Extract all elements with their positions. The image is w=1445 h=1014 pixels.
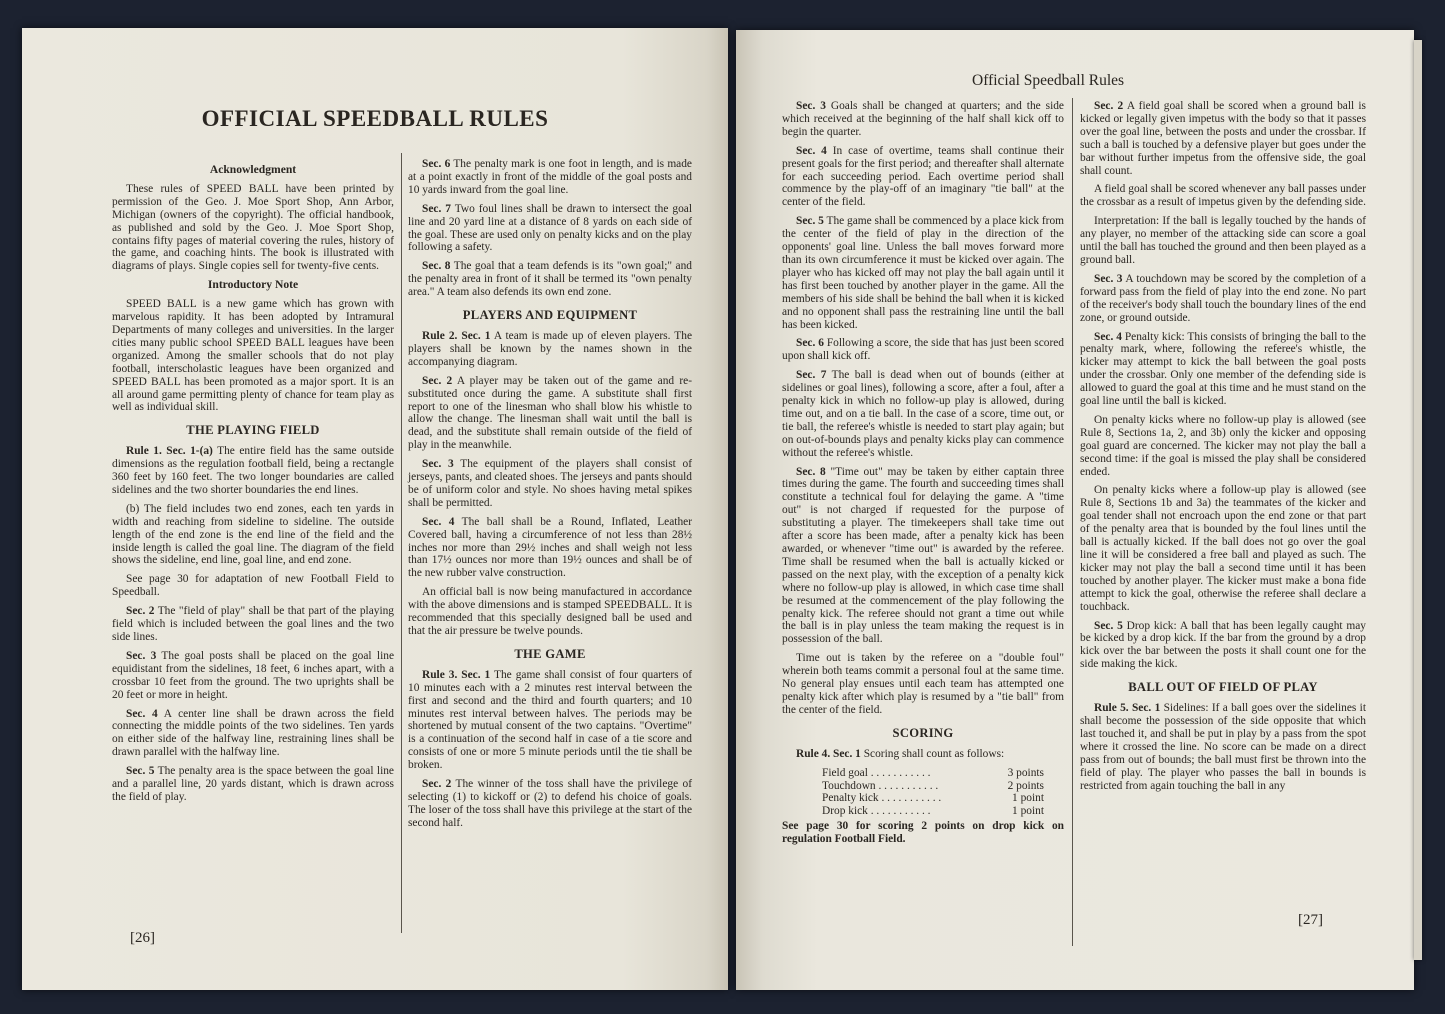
paragraph: Rule 4. Sec. 1 Scoring shall count as follows: xyxy=(796,747,1005,760)
scoring-row xyxy=(782,805,1064,818)
section-label: Sec. 4 xyxy=(1094,330,1122,343)
section-label: Sec. 8 xyxy=(796,465,826,478)
paragraph: Sec. 2 The winner of the toss shall have the privilege of selecting (1) to kickoff or (2) to defend his choice of goals. The loser of the toss shall have this privilege at the start of the second half. xyxy=(408,778,692,829)
section-label: Sec. 4 xyxy=(422,515,455,528)
paragraph: Sec. 4 Penalty kick: This consists of bringing the ball to the penalty mark, where, following the referee's whistle, the kicker may attempt to kick the ball between the goal posts under the crossbar. Only one member of the defending side is allowed to guard the goal at this time and he must stand on the goal line until the ball is kicked. xyxy=(1080,330,1366,408)
section-label: Sec. 7 xyxy=(796,369,827,382)
section-label: Rule 5. Sec. 1 xyxy=(1094,702,1161,715)
scoring-points: 1 point xyxy=(1012,805,1044,818)
section-heading: Acknowledgment xyxy=(209,163,297,176)
paragraph: Sec. 8 The goal that a team defends is its "own goal;" and the penalty area in front of it shall be termed its "own penalty area." A team also defends its own end zone. xyxy=(408,260,692,299)
section-heading: THE PLAYING FIELD xyxy=(186,423,320,438)
paragraph: SPEED BALL is a new game which has grown with marvelous rapidity. It has been adopted by Intramural Departments of many colleges and universities. In the larger cities many public school SPEED BALL leagues have been organized. Among the smaller schools that do not play football, interscholastic leagues have been organized and SPEED BALL has been promoted as a major sport. It is an all around game permitting plenty of chance for team play as well as individual skill. xyxy=(112,298,394,414)
paragraph: Sec. 6 The penalty mark is one foot in length, and is made at a point exactly in front of the middle of the goal posts and 10 yards inward from the goal line. xyxy=(408,158,692,196)
section-label: Sec. 2 xyxy=(422,778,452,791)
running-head: Official Speedball Rules xyxy=(972,72,1125,89)
right-column-2 xyxy=(1080,100,1366,798)
paragraph: See page 30 for adaptation of new Football Field to Speedball. xyxy=(112,573,394,599)
scoring-note: See page 30 for scoring 2 points on drop kick on regulation Football Field. xyxy=(782,820,1064,846)
page-edge xyxy=(1414,40,1422,960)
section-label: Rule 2. Sec. 1 xyxy=(422,329,491,342)
column-divider xyxy=(401,153,402,933)
section-label: Sec. 6 xyxy=(422,158,451,170)
scoring-item: Penalty kick . . . . . . . . . . . xyxy=(822,792,942,805)
section-label: Sec. 2 xyxy=(422,374,453,387)
paragraph: Sec. 3 Goals shall be changed at quarters; and the side which received at the beginning of the half shall kick off to begin the quarter. xyxy=(782,100,1064,138)
section-heading: SCORING xyxy=(892,725,954,740)
paragraph: Sec. 3 The goal posts shall be placed on the goal line equidistant from the sidelines, 18 feet, 6 inches apart, with a crossbar 10 feet from the ground. The two uprights shall be 20 feet or more in height. xyxy=(112,649,394,701)
section-heading: THE GAME xyxy=(514,646,586,661)
paragraph: Sec. 4 A center line shall be drawn across the field connecting the middle points of the two sidelines. Ten yards on either side of the halfway line, restraining lines shall be drawn parallel with the halfway line. xyxy=(112,707,395,759)
section-label: Sec. 5 xyxy=(1094,619,1123,632)
paragraph: An official ball is now being manufactured in accordance with the above dimensions and is stamped SPEEDBALL. It is recommended that this specially designed ball be used and that the air pressure be twelve pounds. xyxy=(408,586,692,637)
paragraph: Rule 1. Sec. 1-(a) The entire field has the same outside dimensions as the regulation football field, being a rectangle 360 feet by 160 feet. The two longer boundaries are called sidelines and the two shorter boundaries the end lines. xyxy=(112,445,394,496)
section-label: Sec. 3 xyxy=(422,458,454,471)
paragraph: Time out is taken by the referee on a "double foul" wherein both teams commit a personal foul at the same time. No general play ensues until each team has attempted one penalty kick after which play is resumed by a "tie ball" from the center of the field. xyxy=(782,652,1064,716)
paragraph: On penalty kicks where a follow-up play is allowed (see Rule 8, Sections 1b and 3a) the teammates of the kicker and goal tender shall not encroach upon the end zone or that part of the penalty area that is bounded by the foul lines until the ball is actually kicked. If the ball does not go over the goal line it will be considered a free ball and played as such. The kicker may not play the ball a second time until it has been touched by another player. The kicker must make a bona fide attempt to kick the goal, otherwise the referee shall declare a touchback. xyxy=(1080,484,1366,613)
paragraph: Sec. 8 "Time out" may be taken by either captain three times during the game. The fourth and succeeding times shall constitute a technical foul for delaying the game. A "time out" is not charged if requested for the purpose of substituting a player. The timekeepers shall take time out after a score has been made, after a penalty kick has been awarded, or whenever "time out" is awarded by the referee. Time shall be resumed when the ball is actually kicked or passed on the next play, with the exception of a penalty kick where no follow-up play is allowed, in which case time shall be resumed at the commencement of the play following the penalty kick. The referee should not grant a time out while the ball is in play unless the team making the request is in possession of the ball. xyxy=(782,465,1064,646)
scoring-item: Touchdown . . . . . . . . . . . xyxy=(822,779,939,792)
right-page xyxy=(736,30,1414,990)
section-label: Rule 1. Sec. 1-(a) xyxy=(126,445,213,458)
left-column-2 xyxy=(408,158,692,836)
scoring-row xyxy=(782,767,1064,780)
scoring-row xyxy=(782,780,1064,793)
paragraph: Sec. 7 The ball is dead when out of bounds (either at sidelines or goal lines), following a score, after a foul, after a penalty kick in which no follow-up play is allowed, during time out, and on a tie ball. In the case of a score, time out, or tie ball, the referee's whistle is needed to start play again; but on out-of-bounds plays and penalty kicks play can commence without the referee's whistle. xyxy=(782,369,1064,459)
paragraph: These rules of SPEED BALL have been printed by permission of the Geo. J. Moe Sport Shop, Ann Arbor, Michigan (owners of the copyright). The official handbook, as published and sold by the Geo. J. Moe Sport Shop, contains fifty pages of material covering the rules, history of the game, and coaching hints. The book is illustrated with diagrams of plays. Single copies sell for twenty-five cents. xyxy=(112,182,394,273)
section-heading: PLAYERS AND EQUIPMENT xyxy=(462,308,638,323)
scoring-row xyxy=(782,792,1064,805)
scoring-points: 3 points xyxy=(1007,766,1044,779)
paragraph: Sec. 5 The game shall be commenced by a place kick from the center of the field of play in the direction of the opponents' goal line. Unless the ball moves forward more than its own circumference it must be kicked over again. The player who has kicked off may not play the ball again until it has first been touched by another player in the game. All the members of his side shall be behind the ball when it is kicked and no opponent shall pass the restraining line until the ball has been kicked. xyxy=(782,215,1065,331)
paragraph: Sec. 3 A touchdown may be scored by the completion of a forward pass from the field of play into the end zone. No part of the receiver's body shall touch the boundary lines of the end zone, or ground outside. xyxy=(1080,272,1366,324)
section-label: Sec. 6 xyxy=(796,337,824,350)
paragraph: Sec. 5 The penalty area is the space between the goal line and a parallel line, 20 yards distant, which is drawn across the field of play. xyxy=(112,765,394,803)
section-label: Sec. 8 xyxy=(422,260,451,273)
section-label: Rule 4. Sec. 1 xyxy=(796,747,861,760)
paragraph: Sec. 7 Two foul lines shall be drawn to intersect the goal line and 20 yard line at a distance of 8 yards on each side of the goal. These are used only on penalty kicks and on the play following a safety. xyxy=(408,202,692,254)
page-number-left: [26] xyxy=(130,930,155,946)
paragraph: Sec. 4 In case of overtime, teams shall continue their present goals for the first period; and thereafter shall alternate for each succeeding period. Each overtime period shall commence by the play-off of an imaginary "tie ball" at the center of the field. xyxy=(782,144,1064,209)
right-column-1 xyxy=(782,100,1064,852)
left-page xyxy=(22,28,728,990)
paragraph: Sec. 6 Following a score, the side that has just been scored upon shall kick off. xyxy=(782,337,1064,363)
paragraph: Sec. 2 A field goal shall be scored when a ground ball is kicked or legally given impetus with the body so that it passes over the goal line, between the posts and under the crossbar. If such a ball is touched by a defensive player but goes under the bar without further impetus from the offensive side, the goal shall count. xyxy=(1080,100,1366,177)
left-column-1 xyxy=(112,158,394,810)
paragraph: On penalty kicks where no follow-up play is allowed (see Rule 8, Sections 1a, 2, and 3b) only the kicker and opposing goal guard are concerned. The kicker may not play the ball a second time: if the goal is missed the play shall be considered ended. xyxy=(1080,413,1366,478)
paragraph: Interpretation: If the ball is legally touched by the hands of any player, no member of the attacking side can score a goal until the ball has touched the ground and then been played as a ground ball. xyxy=(1080,215,1366,266)
page-number-right: [27] xyxy=(1298,912,1323,928)
column-divider xyxy=(1072,98,1073,946)
section-label: Sec. 3 xyxy=(126,649,157,662)
scoring-item: Field goal . . . . . . . . . . . xyxy=(822,766,931,779)
paragraph: Sec. 5 Drop kick: A ball that has been legally caught may be kicked by a drop kick. If the bar from the ground by a drop kick over the bar between the posts it shall count one for the side making the kick. xyxy=(1080,619,1366,671)
paragraph: Rule 3. Sec. 1 The game shall consist of four quarters of 10 minutes each with a 2 minutes rest interval between the first and second and the third and fourth quarters; and 10 minutes rest interval between halves. The periods may be shortened by mutual consent of the two captains. "Overtime" is a continuation of the second half in case of a tie score and consists of one or more 5 minute periods until the tie shall be broken. xyxy=(408,668,693,772)
section-label: Sec. 2 xyxy=(126,605,155,618)
section-label: Sec. 4 xyxy=(796,144,827,157)
scoring-item: Drop kick . . . . . . . . . . . xyxy=(822,805,931,818)
paragraph: Sec. 4 The ball shall be a Round, Inflated, Leather Covered ball, having a circumference of not less than 28½ inches nor more than 29½ inches and shall weigh not less than 17½ ounces nor more than 19½ ounces and shall be of the new rubber valve construction. xyxy=(408,515,692,580)
section-label: Sec. 5 xyxy=(796,215,824,228)
section-heading: Introductory Note xyxy=(207,278,299,292)
paragraph: Sec. 2 A player may be taken out of the game and re-substituted once during the game. A substitute shall first report to one of the linesman who shall blow his whistle to allow the change. The linesman shall wait until the ball is dead, and the substitute shall remain outside of the field of play in the meanwhile. xyxy=(408,374,692,452)
section-label: Sec. 4 xyxy=(126,707,158,720)
scoring-points: 1 point xyxy=(1012,792,1044,805)
section-label: Sec. 3 xyxy=(796,100,826,112)
paragraph: Rule 5. Sec. 1 Sidelines: If a ball goes over the sidelines it shall become the possession of the side opposite that which last touched it, and shall be put in play by a pass from the spot where it crossed the line. No score can be made on a direct pass from out of bounds; the ball must first be thrown into the field of play. The player who passes the ball in bounds is restricted from again touching the ball in any xyxy=(1080,702,1366,792)
section-label: Sec. 3 xyxy=(1094,272,1123,285)
paragraph: Sec. 2 The "field of play" shall be that part of the playing field which is included between the goal lines and the two side lines. xyxy=(112,605,394,643)
section-label: Sec. 7 xyxy=(422,202,451,215)
section-label: Rule 3. Sec. 1 xyxy=(422,668,491,681)
paragraph: Rule 2. Sec. 1 A team is made up of eleven players. The players shall be known by the names shown in the accompanying diagram. xyxy=(408,329,693,368)
paragraph: A field goal shall be scored whenever any ball passes under the crossbar as a result of impetus given by the defending side. xyxy=(1080,183,1366,209)
paragraph: Sec. 3 The equipment of the players shall consist of jerseys, pants, and cleated shoes. The jerseys and pants should be of uniform color and style. No shoes having metal spikes shall be permitted. xyxy=(408,458,692,509)
section-heading: BALL OUT OF FIELD OF PLAY xyxy=(1128,680,1318,695)
section-label: Sec. 2 xyxy=(1094,100,1124,112)
paragraph: (b) The field includes two end zones, each ten yards in width and reaching from sideline to sideline. The outside length of the end zone is the end line of the field and the inside length is called the goal line. The diagram of the field shows the sideline, end line, goal line, and end zone. xyxy=(112,502,394,567)
section-label: Sec. 5 xyxy=(126,765,155,778)
scoring-points: 2 points xyxy=(1007,779,1044,792)
page-title: OFFICIAL SPEEDBALL RULES xyxy=(201,106,549,131)
scoring-table xyxy=(782,767,1064,819)
